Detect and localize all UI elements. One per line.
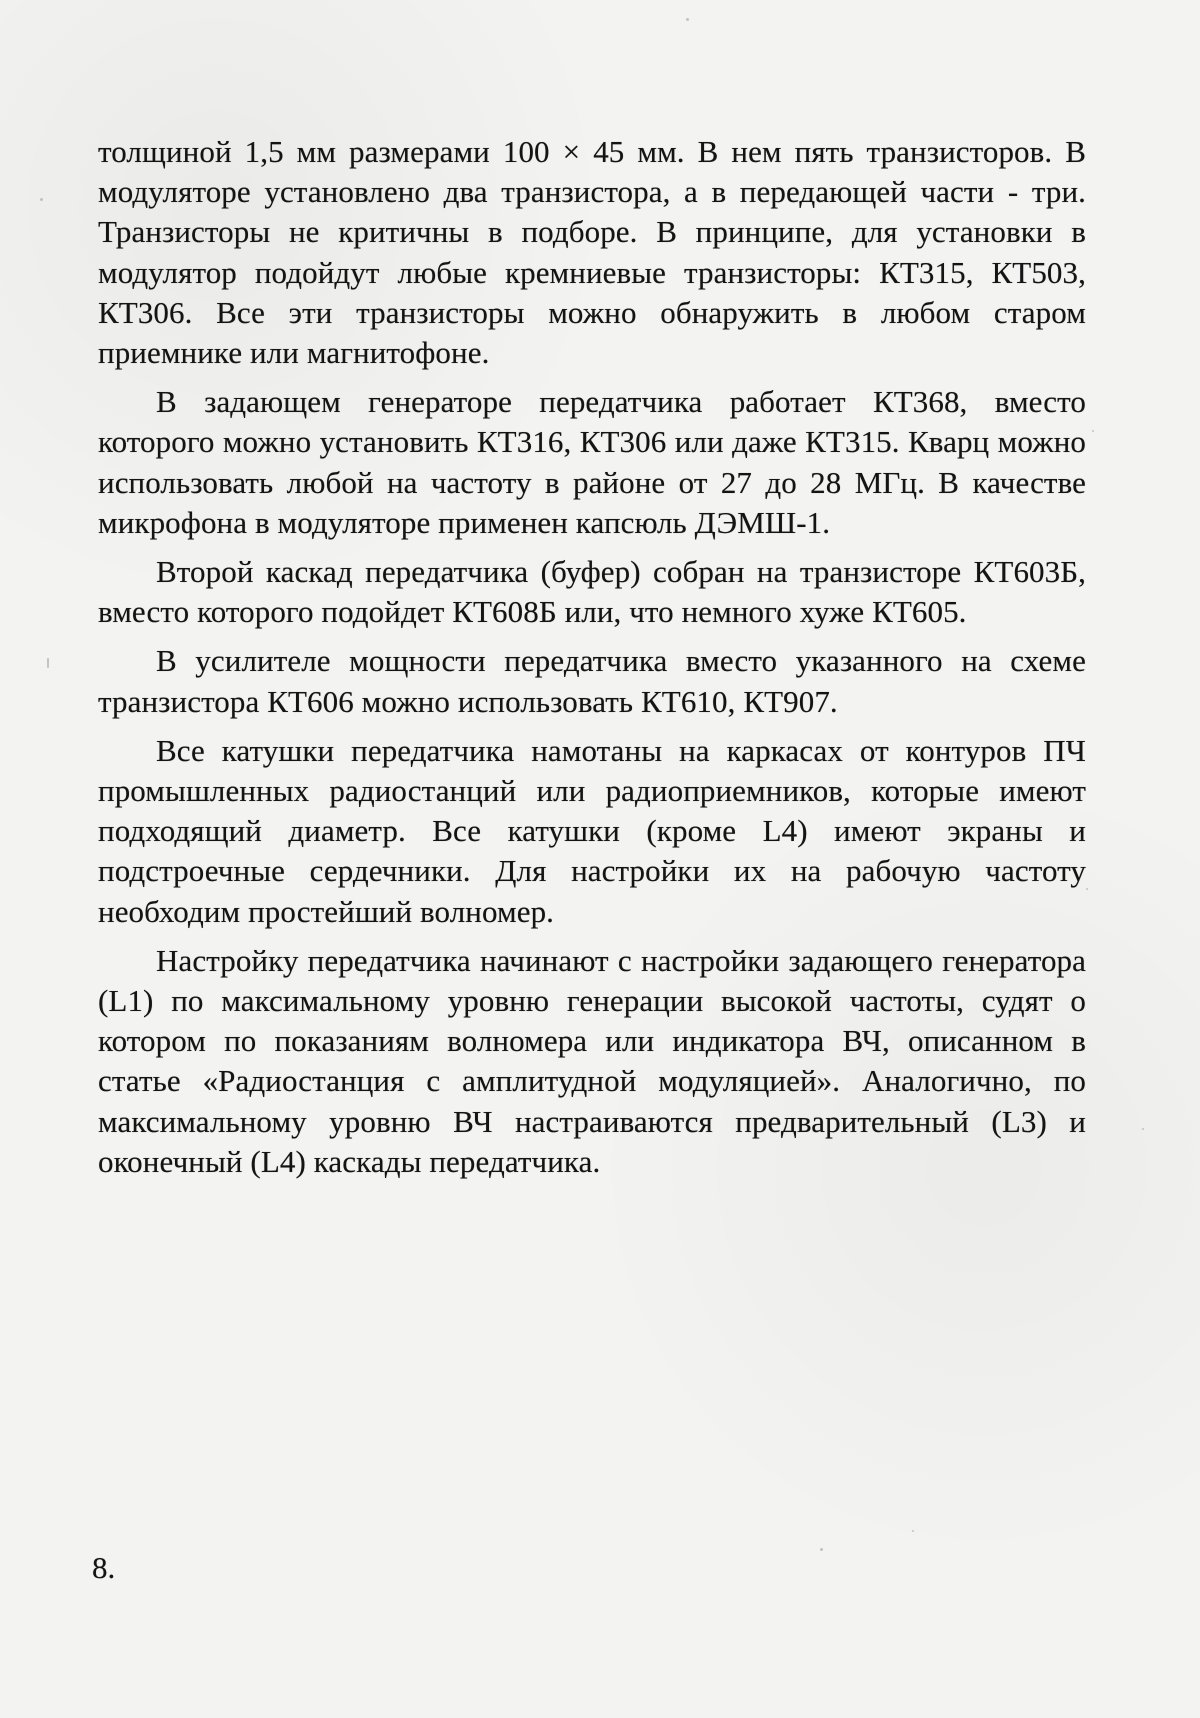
body-text xyxy=(98,132,1086,1191)
scan-speck xyxy=(47,658,49,668)
scan-speck xyxy=(1086,888,1088,890)
paragraph-5: Все катушки передатчика намотаны на каркасах от контуров ПЧ промышленных радиостанций или радиоприемников, которые имеют подходящий диаметр. Все катушки (кроме L4) имеют экраны и подстроечные сердечники. Для настройки их на рабочую частоту необходим простейший волномер. xyxy=(98,732,1086,929)
scan-speck xyxy=(1142,1128,1144,1130)
paragraph-2: В задающем генераторе передатчика работает КТ368, вместо которого можно установить КТ316, КТ306 или даже КТ315. Кварц можно использовать любой на частоту в районе от 27 до 28 МГц. В качестве микрофона в модуляторе применен капсюль ДЭМШ-1. xyxy=(98,384,1086,540)
page-number: 8. xyxy=(92,1550,116,1585)
scan-speck xyxy=(686,18,689,21)
paragraph-1: толщиной 1,5 мм размерами 100 × 45 мм. В нем пять транзисторов. В модуляторе установлено два транзистора, а в передающей части - три. Транзисторы не критичны в подборе. В принципе, для установки в модулятор подойдут любые кремниевые транзисторы: КТ315, КТ503, КТ306. Все эти транзисторы можно обнаружить в любом старом приемнике или магнитофоне. xyxy=(98,134,1086,371)
paragraph-6: Настройку передатчика начинают с настройки задающего генератора (L1) по максимальному уровню генерации высокой частоты, судят о котором по показаниям волномера или индикатора ВЧ, описанном в статье «Радиостанция с амплитудной модуляцией». Аналогично, по максимальному уровню ВЧ настраиваются предварительный (L3) и оконечный (L4) каскады передатчика. xyxy=(98,942,1086,1179)
scan-speck xyxy=(40,198,43,201)
scan-speck xyxy=(912,1530,914,1532)
paragraph-4: В усилителе мощности передатчика вместо указанного на схеме транзистора КТ606 можно использовать КТ610, КТ907. xyxy=(98,643,1086,719)
scan-speck xyxy=(1092,430,1094,432)
scan-speck xyxy=(820,1548,823,1551)
paragraph-3: Второй каскад передатчика (буфер) собран на транзисторе КТ603Б, вместо которого подойдет КТ608Б или, что немного хуже КТ605. xyxy=(98,554,1086,630)
